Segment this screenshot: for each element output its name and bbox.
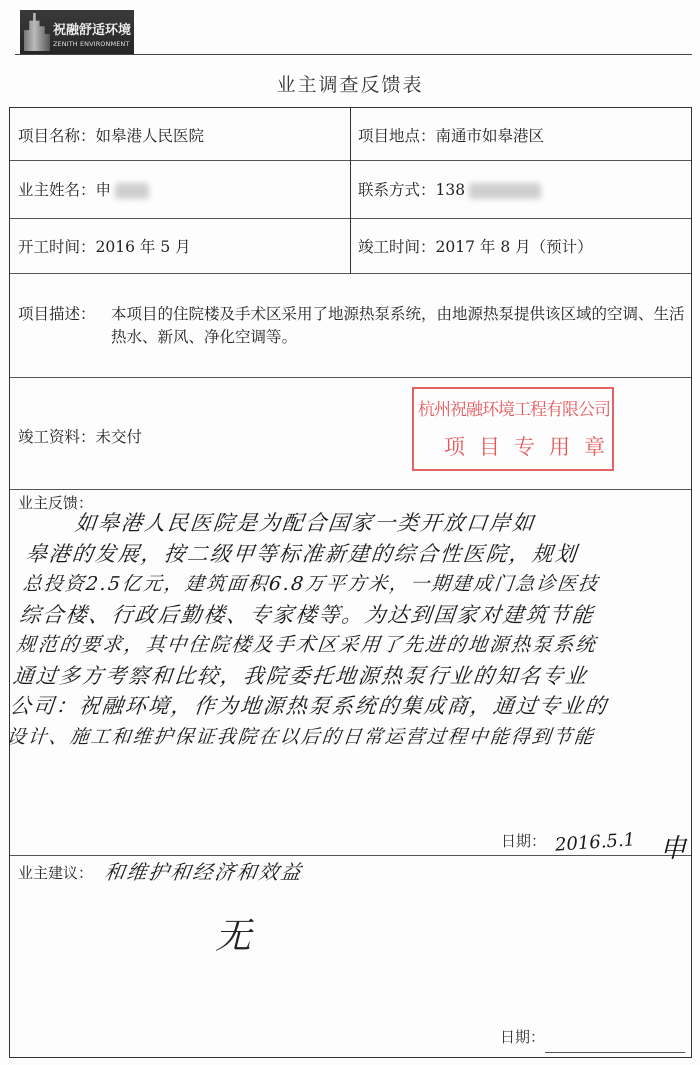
- start-time-value: 2016 年 5 月: [95, 238, 191, 256]
- owner-name-label: 业主姓名：: [18, 181, 96, 199]
- handwritten-line: 如皋港人民医院是为配合国家一类开放口岸如: [27, 511, 537, 535]
- header-divider: [15, 54, 692, 55]
- project-name-label: 项目名称：: [18, 127, 96, 145]
- page-title: 业主调查反馈表: [276, 74, 424, 96]
- completion-time-field: [358, 235, 593, 257]
- logo-cn-text: 祝融舒适环境: [53, 23, 132, 38]
- contact-label: 联系方式：: [358, 181, 436, 199]
- building-icon: [24, 13, 50, 51]
- feedback-date-value: 2016.5.1: [554, 829, 636, 856]
- stamp-purpose: 项目专用章: [444, 435, 619, 459]
- project-name-value: 如皋港人民医院: [95, 127, 205, 145]
- completion-time-value: 2017 年 8 月（预计）: [435, 238, 593, 256]
- handwritten-line: 公司：祝融环境，作为地源热泵系统的集成商，通过专业的: [8, 694, 610, 718]
- contact-field: [358, 178, 541, 200]
- handwritten-line: 设计、施工和维护保证我院在以后的日常运营过程中能得到节能: [5, 725, 596, 748]
- suggestion-date-line: [545, 1052, 685, 1053]
- suggestion-inline-handwriting: 和维护和经济和效益: [103, 860, 305, 884]
- owner-signature: 申: [660, 834, 687, 864]
- feedback-form-table: [5, 107, 692, 1058]
- stamp-company-name: 杭州祝融环境工程有限公司: [418, 400, 610, 420]
- description-value: 本项目的住院楼及手术区采用了地源热泵系统，由地源热泵提供该区域的空调、生活热水、新风、净化空调等。: [111, 305, 685, 346]
- column-divider: [350, 108, 351, 274]
- completion-docs-value: 未交付: [95, 428, 143, 446]
- handwritten-line: 皋港的发展，按二级甲等标准新建的综合性医院，规划: [24, 541, 580, 566]
- company-logo: [20, 10, 134, 54]
- completion-time-label: 竣工时间：: [358, 238, 436, 256]
- suggestion-label: 业主建议：: [18, 864, 94, 882]
- owner-name-field: [18, 178, 149, 200]
- project-name-field: [18, 124, 204, 146]
- project-location-label: 项目地点：: [358, 127, 436, 145]
- contact-value: 138: [435, 181, 466, 199]
- completion-docs-field: [18, 425, 142, 447]
- handwritten-line: 总投资2.5亿元，建筑面积6.8万平方米，一期建成门急诊医技: [21, 573, 601, 595]
- company-seal-stamp: [412, 387, 619, 471]
- owner-name-value: 申: [95, 181, 112, 199]
- handwritten-line: 规范的要求，其中住院楼及手术区采用了先进的地源热泵系统: [15, 633, 599, 656]
- completion-docs-label: 竣工资料：: [18, 428, 96, 446]
- handwritten-line: 通过多方考察和比较，我院委托地源热泵行业的知名专业: [11, 663, 590, 688]
- row-divider: [10, 489, 691, 490]
- handwritten-line: 综合楼、行政后勤楼、专家楼等。为达到国家对建筑节能: [18, 602, 596, 627]
- description-label: 项目描述：: [18, 305, 96, 323]
- suggestion-date-label: 日期：: [500, 1028, 546, 1046]
- project-location-value: 南通市如皋港区: [435, 127, 545, 145]
- feedback-handwritten-text: [5, 508, 700, 752]
- feedback-date-label: 日期：: [501, 832, 547, 850]
- start-time-label: 开工时间：: [18, 238, 96, 256]
- start-time-field: [18, 235, 191, 257]
- redacted-block: [115, 183, 149, 199]
- logo-en-text: ZENITH ENVIRONMENT: [53, 40, 130, 48]
- project-description: [18, 303, 688, 349]
- project-location-field: [358, 124, 544, 146]
- suggestion-value: 无: [215, 916, 252, 957]
- row-divider: [10, 377, 691, 378]
- redacted-block: [469, 183, 541, 199]
- feedback-label: 业主反馈：: [18, 494, 94, 512]
